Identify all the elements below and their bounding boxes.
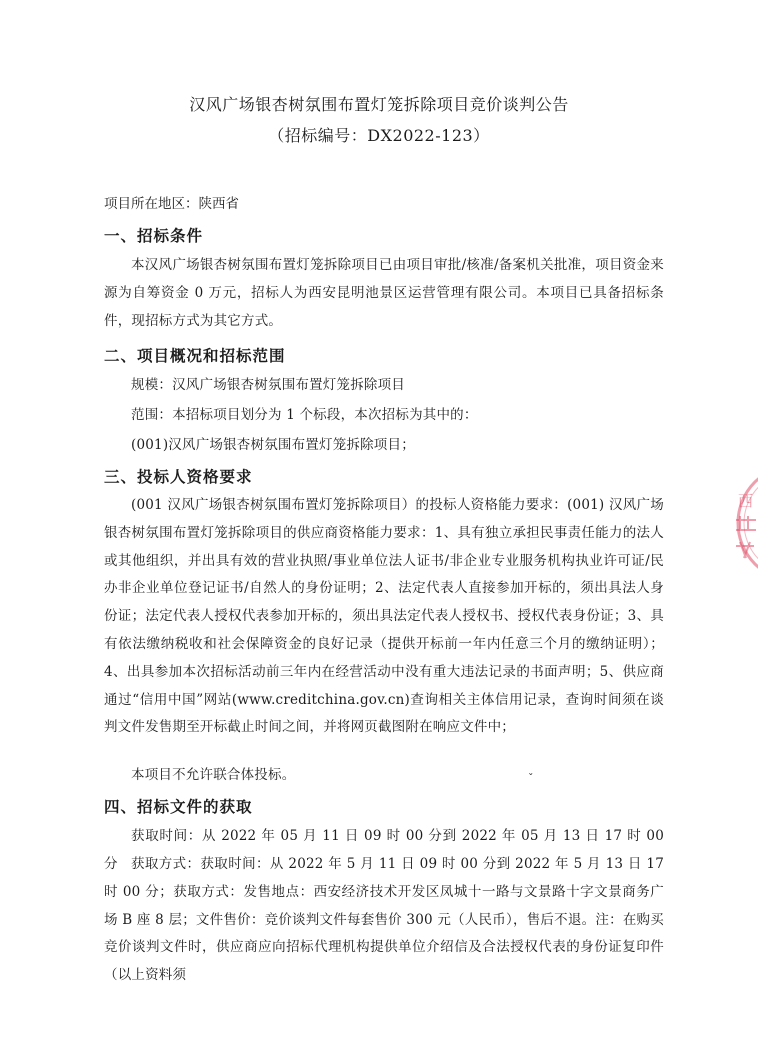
project-location: 项目所在地区：陕西省 <box>104 196 239 212</box>
section-2-scope: 范围：本招标项目划分为 1 个标段，本次招标为其中的： <box>131 407 478 423</box>
section-3-requirements: (001 汉风广场银杏树氛围布置灯笼拆除项目）的投标人资格能力要求：(001) 汉风广场银杏树氛围布置灯笼拆除项目的供应商资格能力要求：1、具有独立承担民事责任能力的法人或其他组织，并出具有效的营业执照/事业单位法人证书/非企业专业服务机构执业许可证/民办非企业单位登记证书/自然人的身份证明；2、法定代表人直接参加开标的，须出具法人身份证；法定代表人授权代表参加开标的，须出具法定代表人授权书、授权代表身份证；3、具有依法缴纳税收和社会保障资金的良好记录（提供开标前一年内任意三个月的缴纳证明）；4、出具参加本次招标活动前三年内在经营活动中没有重大违法记录的书面声明；5、供应商通过“信用中国”网站(www.creditchina.gov.cn)查询相关主体信用记录，查询时间须在谈判文件发售期至开标截止时间之间，并将网页截图附在响应文件中； <box>104 497 664 736</box>
section-1-paragraph: 本汉风广场银杏树氛围布置灯笼拆除项目已由项目审批/核准/备案机关批准，项目资金来源为自筹资金 0 万元，招标人为西安昆明池景区运营管理有限公司。本项目已具备招标条件，现招标方式为其它方式。 <box>104 257 664 329</box>
section-heading-1: 一、招标条件 <box>104 227 204 245</box>
section-heading-2: 二、项目概况和招标范围 <box>104 347 286 365</box>
scan-mark: ˇ <box>528 772 534 785</box>
section-2-lot: (001)汉风广场银杏树氛围布置灯笼拆除项目； <box>131 437 415 453</box>
document-title: 汉风广场银杏树氛围布置灯笼拆除项目竞价谈判公告 <box>189 95 569 114</box>
section-2-scale: 规模：汉风广场银杏树氛围布置灯笼拆除项目 <box>131 377 405 393</box>
stamp-text: 西 <box>738 492 754 510</box>
section-4-method: 获取方式：获取时间：从 2022 年 5 月 11 日 09 时 00 分到 2022 年 5 月 13 日 17 时 00 分；获取方式：发售地点：西安经济技术开发区凤城十一路与文景路十字文景商务广场 B 座 8 层；文件售价：竞价谈判文件每套售价 300 元（人民币），售后不退。注：在购买竞价谈判文件时，供应商应向招标代理机构提供单位介绍信及合法授权代表的身份证复印件（以上资料须 <box>104 856 664 984</box>
section-heading-3: 三、投标人资格要求 <box>104 468 253 486</box>
section-heading-4: 四、招标文件的获取 <box>104 798 253 816</box>
section-3-consortium-note: 本项目不允许联合体投标。 <box>131 767 296 783</box>
seal-stamp-icon <box>718 458 758 588</box>
tender-code: （招标编号：DX2022-123） <box>268 126 490 145</box>
section-4-time: 获取时间：从 2022 年 05 月 11 日 09 时 00 分到 2022 年 05 月 13 日 17 时 00 分 <box>104 828 664 872</box>
